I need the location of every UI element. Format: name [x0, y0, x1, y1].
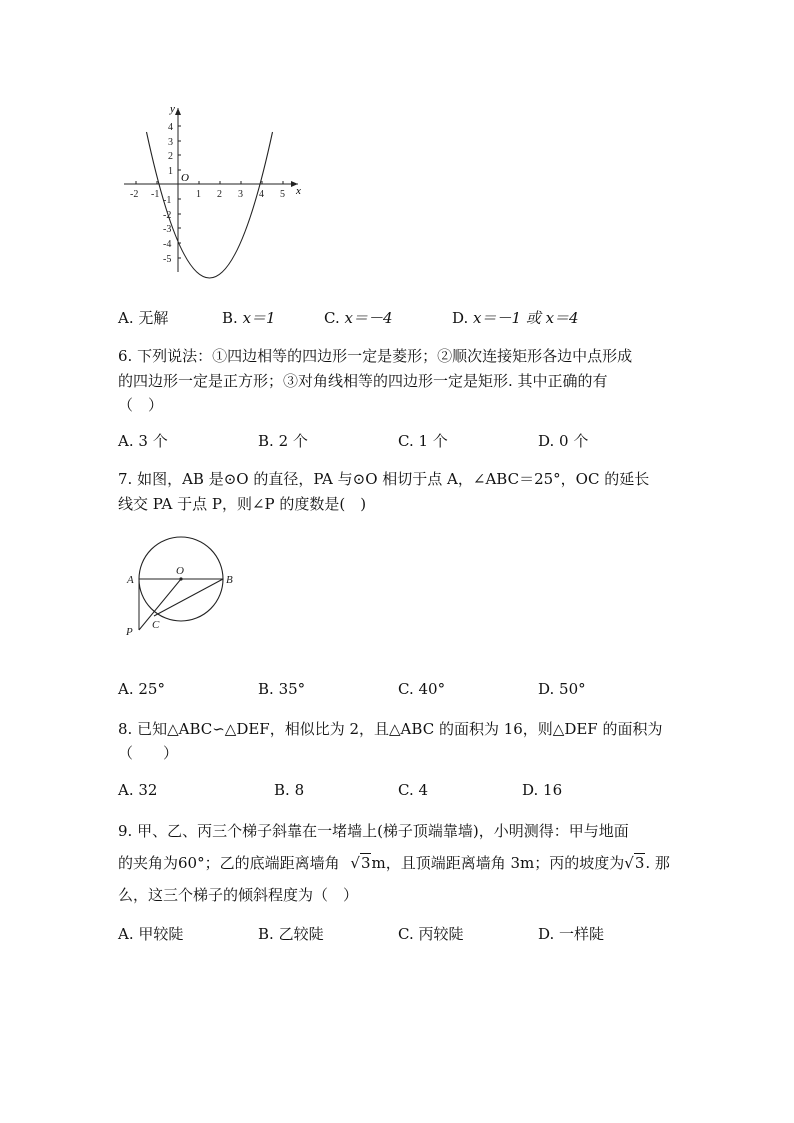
q5-option-c: C. x＝－4 [324, 309, 393, 327]
q6-option-a: A. 3 个 [118, 432, 168, 450]
segment-bc [154, 579, 223, 616]
q8-option-c: C. 4 [398, 781, 429, 799]
q7-option-c: C. 40° [398, 680, 446, 698]
y-tick-label: -5 [163, 254, 172, 265]
y-tick-label: 1 [168, 166, 173, 177]
q7-option-b: B. 35° [258, 680, 306, 698]
circle-tangent-figure [118, 530, 248, 645]
x-axis-label: x [296, 185, 301, 197]
q7-stem-line1: 7. 如图，AB 是⊙O 的直径，PA 与⊙O 相切于点 A，∠ABC＝25°，OC 的延长 [118, 470, 650, 488]
label-a: A [127, 574, 134, 586]
y-tick-label: 4 [168, 122, 173, 133]
q6-stem-line2: 的四边形一定是正方形；③对角线相等的四边形一定是矩形. 其中正确的有 [118, 372, 608, 390]
q9-stem-line3: 么，这三个梯子的倾斜程度为（ ） [118, 886, 359, 904]
q6-option-d: D. 0 个 [538, 432, 589, 450]
center-dot [179, 577, 182, 580]
y-tick-label: 3 [168, 137, 173, 148]
q9-stem-line1: 9. 甲、乙、丙三个梯子斜靠在一堵墙上(梯子顶端靠墙)，小明测得：甲与地面 [118, 822, 629, 840]
label-c: C [152, 619, 160, 631]
sqrt-symbol: √3 [624, 854, 645, 872]
parabola-graph [118, 100, 318, 280]
q5-option-d: D. x＝－1 或 x＝4 [452, 309, 579, 327]
x-tick-label: 5 [280, 189, 285, 200]
y-tick-label: -4 [163, 239, 172, 250]
label-b: B [226, 574, 233, 586]
q5-option-a: A. 无解 [118, 309, 169, 327]
q8-stem-line1: 8. 已知△ABC∽△DEF，相似比为 2，且△ABC 的面积为 16，则△DEF 的面积为 [118, 720, 663, 738]
q9-option-a: A. 甲较陡 [118, 925, 184, 943]
q7-stem-line2: 线交 PA 于点 P，则∠P 的度数是( ) [118, 495, 367, 513]
x-tick-label: -1 [151, 189, 160, 200]
x-tick-label: 1 [196, 189, 201, 200]
x-tick-label: 2 [217, 189, 222, 200]
q8-stem-line2: （ ） [118, 744, 179, 762]
label-o: O [176, 565, 184, 577]
q9-option-b: B. 乙较陡 [258, 925, 324, 943]
sqrt-symbol: √3 [350, 854, 371, 872]
q7-option-a: A. 25° [118, 680, 165, 698]
q9-option-c: C. 丙较陡 [398, 925, 464, 943]
q8-option-b: B. 8 [274, 781, 305, 799]
q9-option-d: D. 一样陡 [538, 925, 605, 943]
q8-option-a: A. 32 [118, 781, 158, 799]
y-tick-label: -2 [163, 210, 172, 221]
y-tick-label: 2 [168, 151, 173, 162]
x-tick-label: -2 [130, 189, 139, 200]
q6-option-b: B. 2 个 [258, 432, 308, 450]
q6-option-c: C. 1 个 [398, 432, 448, 450]
q7-option-d: D. 50° [538, 680, 586, 698]
y-axis-label: y [170, 103, 175, 115]
x-tick-label: 4 [259, 189, 264, 200]
q8-option-d: D. 16 [522, 781, 563, 799]
y-tick-label: -1 [163, 195, 172, 206]
label-p: P [126, 626, 133, 638]
q5-option-b: B. x＝1 [222, 309, 276, 327]
q6-stem-line1: 6. 下列说法：①四边相等的四边形一定是菱形；②顺次连接矩形各边中点形成 [118, 347, 633, 365]
x-tick-label: 3 [238, 189, 243, 200]
y-tick-label: -3 [163, 224, 172, 235]
origin-label: O [181, 172, 189, 184]
q6-stem-line3: （ ） [118, 396, 164, 414]
q9-stem-line2: 的夹角为60°；乙的底端距离墙角 √3m，且顶端距离墙角 3m；丙的坡度为√3. 那 [118, 854, 670, 872]
y-axis-arrow [175, 108, 181, 115]
